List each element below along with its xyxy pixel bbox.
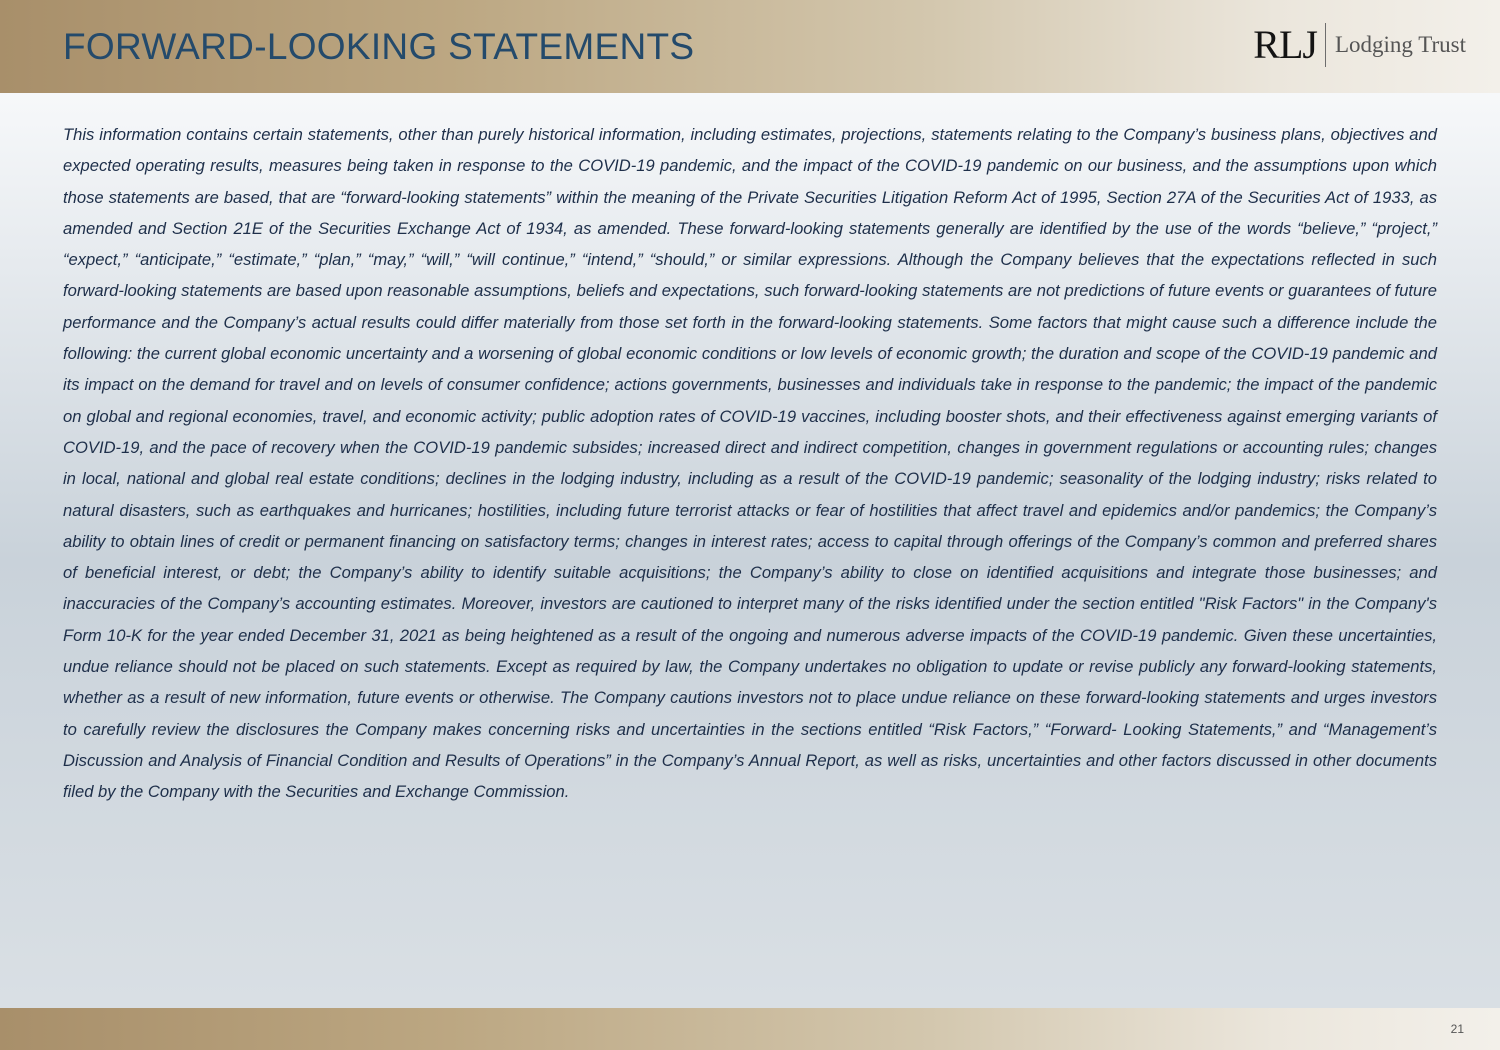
company-logo — [1253, 22, 1466, 68]
page-number: 21 — [1450, 1022, 1464, 1036]
page-title: FORWARD-LOOKING STATEMENTS — [63, 26, 695, 67]
disclaimer-paragraph: This information contains certain statements, other than purely historical information, including estimates, projections, statements relating to the Company’s business plans, objectives and expected operating results, measures being taken in response to the COVID-19 pandemic, and the impact of the COVID-19 pandemic on our business, and the assumptions upon which those statements are based, that are “forward-looking statements” within the meaning of the Private Securities Litigation Reform Act of 1995, Section 27A of the Securities Act of 1933, as amended and Section 21E of the Securities Exchange Act of 1934, as amended. These forward-looking statements generally are identified by the use of the words “believe,” “project,” “expect,” “anticipate,” “estimate,” “plan,” “may,” “will,” “will continue,” “intend,” “should,” or similar expressions. Although the Company believes that the expectations reflected in such forward-looking statements are based upon reasonable assumptions, beliefs and expectations, such forward-looking statements are not predictions of future events or guarantees of future performance and the Company’s actual results could differ materially from those set forth in the forward-looking statements. Some factors that might cause such a difference include the following: the current global economic uncertainty and a worsening of global economic conditions or low levels of economic growth; the duration and scope of the COVID-19 pandemic and its impact on the demand for travel and on levels of consumer confidence; actions governments, businesses and individuals take in response to the pandemic; the impact of the pandemic on global and regional economies, travel, and economic activity; public adoption rates of COVID-19 vaccines, including booster shots, and their effectiveness against emerging variants of COVID-19, and the pace of recovery when the COVID-19 pandemic subsides; increased direct and indirect competition, changes in government regulations or accounting rules; changes in local, national and global real estate conditions; declines in the lodging industry, including as a result of the COVID-19 pandemic; seasonality of the lodging industry; risks related to natural disasters, such as earthquakes and hurricanes; hostilities, including future terrorist attacks or fear of hostilities that affect travel and epidemics and/or pandemics; the Company’s ability to obtain lines of credit or permanent financing on satisfactory terms; changes in interest rates; access to capital through offerings of the Company’s common and preferred shares of beneficial interest, or debt; the Company’s ability to identify suitable acquisitions; the Company’s ability to close on identified acquisitions and integrate those businesses; and inaccuracies of the Company’s accounting estimates. Moreover, investors are cautioned to interpret many of the risks identified under the section entitled "Risk Factors" in the Company's Form 10-K for the year ended December 31, 2021 as being heightened as a result of the ongoing and numerous adverse impacts of the COVID-19 pandemic. Given these uncertainties, undue reliance should not be placed on such statements. Except as required by law, the Company undertakes no obligation to update or revise publicly any forward-looking statements, whether as a result of new information, future events or otherwise. The Company cautions investors not to place undue reliance on these forward-looking statements and urges investors to carefully review the disclosures the Company makes concerning risks and uncertainties in the sections entitled “Risk Factors,” “Forward- Looking Statements,” and “Management’s Discussion and Analysis of Financial Condition and Results of Operations” in the Company’s Annual Report, as well as risks, uncertainties and other factors discussed in other documents filed by the Company with the Securities and Exchange Commission. — [63, 125, 1437, 802]
footer-band — [0, 1008, 1500, 1050]
logo-text: Lodging Trust — [1334, 32, 1466, 57]
logo-mark: RLJ — [1253, 22, 1317, 67]
logo-divider — [1325, 23, 1326, 67]
